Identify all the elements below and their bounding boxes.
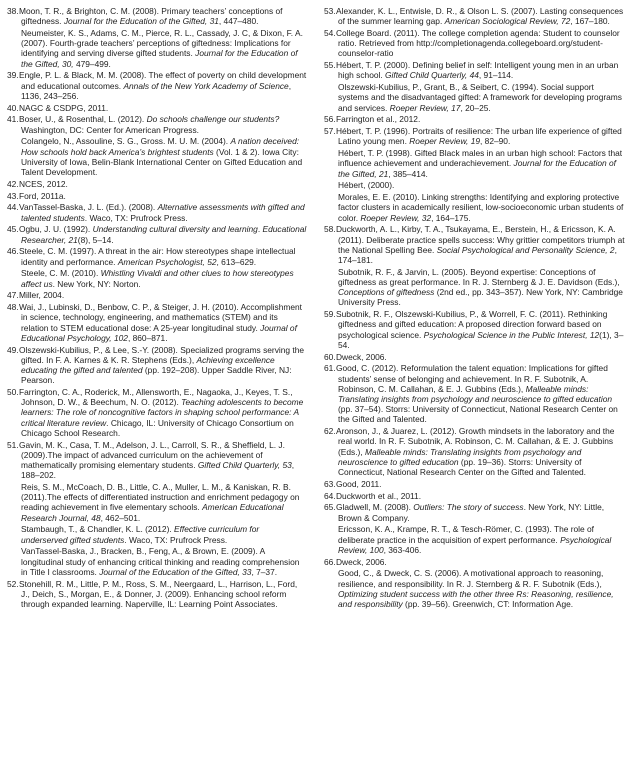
- reference-text: Moon, T. R., & Brighton, C. M. (2008). Primary teachers’ conceptions of giftedness.: [19, 6, 283, 27]
- reference-text: Miller, 2004.: [19, 290, 65, 301]
- reference-italic-text: American Sociological Review, 72: [444, 16, 571, 27]
- reference-italic-text: Roeper Review, 19: [409, 136, 481, 147]
- reference-entry: [7, 70, 307, 101]
- reference-text: Stonehill, R. M., Little, P. M., Ross, S. M., Neergaard, L., Harrison, L., Ford, J., Deich, S., Morgan, E., & Donner, J. (2009). Enhancing school reform through expanded learning. Naperville, IL: Learning Point Associates.: [19, 578, 298, 610]
- reference-entry: [324, 352, 626, 362]
- reference-number: 53.: [324, 6, 336, 16]
- reference-text: Dweck, 2006.: [336, 351, 387, 362]
- reference-number: 40.: [7, 102, 19, 113]
- reference-text: Hébert, T. P. (2000). Defining belief in self: Intelligent young men in an urban high school.: [336, 60, 619, 81]
- reference-entry: [7, 268, 307, 288]
- reference-italic-text: Journal for the Education of the Gifted, 21: [338, 158, 616, 179]
- reference-text: , 1136, 243–256.: [21, 80, 292, 101]
- reference-number: 39.: [7, 70, 19, 81]
- reference-italic-text: Roeper Review, 32: [360, 212, 432, 223]
- reference-number: 58.: [324, 224, 336, 235]
- reference-number: 45.: [7, 224, 19, 235]
- reference-italic-text: Roeper Review, 17: [389, 102, 461, 113]
- reference-entry: [324, 60, 626, 80]
- reference-text: Olszewski-Kubilius, P., Grant, B., & Seibert, C. (1994). Social support systems and the disadvantaged gifted: A framework for developing programs and services.: [338, 82, 622, 113]
- reference-text: , 91–114.: [478, 70, 514, 81]
- reference-text: , 188–202.: [21, 460, 295, 481]
- reference-italic-text: Annals of the New York Academy of Science: [123, 80, 289, 91]
- reference-text: Subotnik, R. F., & Jarvin, L. (2005). Beyond expertise: Conceptions of giftedness as great performance. In R. J. Sternberg & J. E. Davidson (Eds.),: [338, 266, 620, 288]
- reference-number: 46.: [7, 246, 19, 257]
- reference-number: 42.: [7, 178, 19, 189]
- reference-text: NCES, 2012.: [19, 178, 68, 189]
- reference-text: Steele, C. M. (1997). A threat in the air: How stereotypes shape intellectual identity and performance.: [19, 246, 296, 267]
- reference-italic-text: Malleable minds: Translating insights from psychology and neuroscience to gifted education: [338, 446, 582, 467]
- reference-entry: [7, 103, 307, 113]
- reference-italic-text: Whistling Vivaldi and other clues to how stereotypes affect us: [21, 268, 294, 289]
- reference-entry: [7, 302, 307, 343]
- reference-number: 63.: [324, 478, 336, 489]
- reference-text: Wai, J., Lubinski, D., Benbow, C. P., & Steiger, J. H. (2010). Accomplishment in science, technology, engineering, and mathematics (STEM) and its relation to STEM educational dose: A 25-year longitudinal study.: [19, 302, 303, 333]
- reference-entry: [324, 524, 626, 555]
- reference-italic-text: American Educational Research Journal, 48: [21, 502, 284, 523]
- reference-italic-text: Journal for the Education of the Gifted, 30,: [21, 48, 298, 69]
- reference-column-left: [7, 6, 307, 611]
- reference-text: Good, 2011.: [336, 478, 382, 489]
- reference-entry: [324, 192, 626, 223]
- reference-italic-text: Journal of Educational Psychology, 102: [21, 322, 297, 343]
- reference-number: 61.: [324, 363, 336, 374]
- reference-text: Subotnik, R. F., Olszewski-Kubilius, P., & Worrell, F. C. (2011). Rethinking giftedness and gifted education: A proposed direction forward based on psychological science.: [336, 309, 608, 340]
- reference-number: 51.: [7, 439, 19, 450]
- reference-text: College Board. (2011). The college completion agenda: Student to counselor ratio. Retrieved from http://completionagenda.collegeboard.org/student-counselor-ratio: [336, 28, 620, 59]
- reference-text: Aronson, J., & Juarez, L. (2012). Growth mindsets in the laboratory and the real world. In R. F. Subotnik, A. Robinson, C. M. Callahan, & E. J. Gubbins (Eds.),: [336, 426, 615, 457]
- reference-entry: [324, 6, 626, 26]
- reference-number: 60.: [324, 351, 336, 362]
- reference-italic-text: Social Psychological and Personality Science, 2: [436, 244, 615, 255]
- reference-italic-text: Optimizing student success with the other three Rs: Reasoning, resilience, and responsibility: [338, 588, 614, 610]
- reference-entry: [7, 191, 307, 201]
- reference-number: 47.: [7, 290, 19, 301]
- reference-number: 64.: [324, 490, 336, 501]
- reference-column-right: [324, 6, 626, 611]
- reference-number: 66.: [324, 556, 336, 567]
- reference-text: , 82–90.: [480, 136, 511, 147]
- reference-number: 54.: [324, 28, 336, 38]
- reference-italic-text: American Psychologist, 52: [117, 256, 217, 267]
- reference-text: (2nd ed., pp. 343–357). New York, NY: Cambridge University Press.: [338, 287, 623, 308]
- reference-text: Ford, 2011a.: [19, 190, 66, 201]
- reference-text: 479–499.: [73, 58, 111, 69]
- reference-entry: [7, 524, 307, 544]
- reference-text: Hébert, T. P. (1996). Portraits of resilience: The urban life experience of gifted Latino young men.: [336, 126, 622, 147]
- reference-entry: [324, 180, 626, 190]
- reference-entry: [7, 440, 307, 481]
- reference-text: Good, C. (2012). Reformulation the talent equation: Implications for gifted students’ sense of belonging and achievement. In R. F. Subotnik, A. Robinson, C. M. Callahan, & E. J. Gubbins (Eds.),: [336, 363, 608, 394]
- reference-text: , 174–181.: [338, 244, 617, 266]
- reference-number: 62.: [324, 426, 336, 437]
- reference-entry: [7, 202, 307, 222]
- reference-text: Neumeister, K. S., Adams, C. M., Pierce, R. L., Cassady, J. C, & Dixon, F. A. (2007). Fourth-grade teachers’ perceptions of giftedness: Implications for identifying and serving diverse gifted students.: [21, 28, 303, 59]
- reference-text: Olszewski-Kubilius, P., & Lee, S.-Y. (2008). Specialized programs serving the gifted. In F. A. Karnes & K. R. Stephens (Eds.),: [19, 344, 305, 365]
- reference-entry: [7, 114, 307, 134]
- reference-text: Farrington et al., 2012.: [336, 114, 421, 125]
- reference-entry: [324, 224, 626, 265]
- reference-text: Gavin, M. K., Casa, T. M., Adelson, J. L., Carroll, S. R., & Sheffield, L. J. (2009).The impact of advanced curriculum on the achievement of mathematically promising elementary students.: [19, 439, 285, 471]
- reference-italic-text: Effective curriculum for underserved gifted students: [21, 524, 260, 545]
- reference-text: Good, C., & Dweck, C. S. (2006). A motivational approach to reasoning, resilience, and responsibility. In R. J. Sternberg & R. F. Subotnik (Eds.),: [338, 568, 604, 589]
- reference-entry: [7, 290, 307, 300]
- reference-text: . New York, NY: Norton.: [52, 278, 141, 289]
- reference-italic-text: Gifted Child Quarterly, 44: [385, 70, 479, 81]
- reference-text: Hébert, (2000).: [338, 180, 395, 191]
- reference-italic-text: Journal for the Education of the Gifted, 31: [63, 16, 219, 27]
- reference-text: , 20–25.: [460, 102, 491, 113]
- reference-italic-text: Teaching adolescents to become learners: The role of noncognitive factors in shaping school performance: A critical literature review: [21, 397, 304, 428]
- reference-text: Boser, U., & Rosenthal, L. (2012).: [19, 114, 147, 125]
- reference-text: (1), 3–54.: [338, 329, 624, 350]
- reference-number: 49.: [7, 344, 19, 355]
- reference-italic-text: Journal of the Education of the Gifted, 33: [99, 566, 252, 577]
- reference-number: 43.: [7, 190, 19, 201]
- reference-number: 55.: [324, 60, 336, 71]
- reference-text: , 167–180.: [570, 16, 610, 27]
- reference-number: 52.: [7, 578, 19, 589]
- reference-text: Colangelo, N., Assouline, S. G., Gross. M. U. M. (2004).: [21, 136, 231, 147]
- reference-italic-text: Malleable minds: Translating insights from psychology and neuroscience to gifted education: [338, 383, 613, 405]
- reference-text: Reis, S. M., McCoach, D. B., Little, C. A., Muller, L. M., & Kaniskan, R. B. (2011).The effects of differentiated instruction and enrichment pedagogy on reading achievement in five elementary schools.: [21, 482, 300, 513]
- reference-italic-text: Conceptions of giftedness: [338, 287, 435, 298]
- reference-text: Washington, DC: Center for American Progress.: [21, 124, 199, 135]
- reference-text: (8), 5–14.: [77, 234, 114, 245]
- reference-entry: [324, 82, 626, 113]
- reference-text: . Chicago, IL: University of Chicago Consortium on Chicago School Research.: [21, 417, 294, 438]
- reference-text: . Waco, TX: Prufrock Press.: [84, 212, 188, 223]
- reference-number: 57.: [324, 126, 336, 137]
- reference-text: Stambaugh, T., & Chandler, K. L. (2012).: [21, 524, 175, 535]
- reference-text: Ericsson, K. A., Krampe, R. T., & Tesch-Römer, C. (1993). The role of deliberate practice in the acquisition of expert performance.: [338, 524, 595, 545]
- reference-entry: [7, 345, 307, 386]
- reference-entry: [324, 114, 626, 124]
- reference-entry: [324, 479, 626, 489]
- reference-entry: [7, 28, 307, 69]
- reference-text: Duckworth, A. L., Kirby, T. A., Tsukayama, E., Berstein, H., & Ericsson, K. A. (2011). Deliberate practice spells success: Why grittier competitors triumph at the National Spelling Bee.: [336, 224, 625, 255]
- reference-text: Dweck, 2006.: [336, 556, 387, 567]
- reference-entry: [7, 482, 307, 523]
- reference-text: , 462–501.: [100, 512, 141, 523]
- reference-text: Morales, E. E. (2010). Linking strengths: Identifying and exploring protective factor clusters in academically resilient, low-socioeconomic urban students of color.: [338, 192, 624, 223]
- reference-entry: [324, 491, 626, 501]
- reference-italic-text: Do schools challenge our students?: [146, 114, 280, 125]
- reference-italic-text: Alternative assessments with gifted and talented students: [21, 202, 305, 223]
- reference-text: (pp. 19–36). Storrs: University of Connecticut, National Research Center on the Gifted and Talented.: [338, 456, 586, 478]
- reference-text: , 860–871.: [127, 332, 168, 343]
- reference-text: Alexander, K. L., Entwisle, D. R., & Olson L. S. (2007). Lasting consequences of the summer learning gap.: [336, 6, 624, 27]
- reference-entry: [324, 426, 626, 477]
- reference-entry: [324, 28, 626, 59]
- reference-text: Gladwell, M. (2008).: [336, 502, 414, 513]
- reference-number: 44.: [7, 202, 19, 213]
- reference-entry: [7, 246, 307, 266]
- reference-entry: [324, 568, 626, 609]
- reference-text: (pp. 192–208). Upper Saddle River, NJ: Pearson.: [21, 365, 292, 386]
- reference-italic-text: Educational Researcher, 21: [21, 224, 307, 245]
- reference-text: , 447–480.: [218, 16, 259, 27]
- reference-italic-text: Achieving excellence educating the gifted and talented: [21, 354, 275, 376]
- reference-text: VanTassel-Baska, J., Bracken, B., Feng, A., & Brown, E. (2009). A longitudinal study of enhancing critical thinking and reading comprehension in Title I classrooms.: [21, 546, 300, 577]
- reference-entry: [324, 363, 626, 424]
- reference-text: Farrington, C. A., Roderick, M., Allensworth, E., Nagaoka, J., Keyes, T. S., Johnson, D. W., & Beechum, N. O. (2012).: [19, 387, 293, 408]
- reference-entry: [324, 309, 626, 350]
- reference-italic-text: Outliers: The story of success: [413, 502, 524, 513]
- reference-number: 65.: [324, 502, 336, 513]
- reference-text: (Vol. 1 & 2). Iowa City: University of Iowa, Belin-Blank International Center on Gifted Education and Talent Development.: [21, 146, 303, 178]
- reference-text: . New York, NY: Little, Brown & Company.: [338, 502, 605, 523]
- reference-entry: [324, 148, 626, 179]
- reference-text: VanTassel-Baska, J. L. (Ed.). (2008).: [19, 202, 158, 213]
- reference-entry: [7, 387, 307, 438]
- reference-text: , 7–37.: [251, 566, 278, 577]
- reference-italic-text: A nation deceived: How schools hold back America’s brightest students: [21, 136, 300, 157]
- reference-text: , 363-406.: [383, 544, 422, 555]
- reference-number: 56.: [324, 114, 336, 125]
- reference-text: Steele, C. M. (2010).: [21, 268, 101, 279]
- reference-number: 50.: [7, 387, 19, 398]
- reference-entry: [7, 179, 307, 189]
- reference-text: NAGC & CSDPG, 2011.: [19, 102, 109, 113]
- reference-text: Duckworth et al., 2011.: [336, 490, 422, 501]
- reference-italic-text: Psychological Review, 100: [338, 534, 612, 555]
- reference-text: , 164–175.: [431, 212, 471, 223]
- reference-text: .: [257, 224, 263, 235]
- reference-text: . Waco, TX: Prufrock Press.: [124, 534, 228, 545]
- reference-text: , 613–629.: [216, 256, 257, 267]
- reference-number: 38.: [7, 6, 19, 16]
- reference-entry: [324, 267, 626, 308]
- reference-italic-text: Gifted Child Quarterly, 53: [197, 460, 292, 471]
- reference-entry: [324, 557, 626, 567]
- reference-text: Ogbu, J. U. (1992).: [19, 224, 93, 235]
- reference-entry: [7, 546, 307, 577]
- reference-text: , 385–414.: [388, 168, 428, 179]
- reference-number: 48.: [7, 302, 19, 313]
- reference-text: Hébert, T. P. (1998). Gifted Black males in an urban high school: Factors that influence achievement and underachievement.: [338, 148, 623, 169]
- reference-text: (pp. 39–56). Greenwich, CT: Information Age.: [402, 599, 574, 610]
- reference-entry: [7, 136, 307, 177]
- reference-italic-text: Understanding cultural diversity and learning: [92, 224, 258, 235]
- reference-entry: [7, 224, 307, 244]
- reference-entry: [7, 6, 307, 26]
- reference-italic-text: Psychological Science in the Public Interest, 12: [423, 329, 600, 340]
- reference-entry: [7, 579, 307, 610]
- reference-text: Engle, P. L. & Black, M. M. (2008). The effect of poverty on child development and educational outcomes.: [19, 70, 307, 91]
- reference-number: 41.: [7, 114, 19, 125]
- reference-entry: [324, 126, 626, 146]
- reference-entry: [324, 502, 626, 522]
- reference-number: 59.: [324, 309, 336, 320]
- reference-text: (pp. 37–54). Storrs: University of Connecticut, National Research Center on the Gifted and Talented.: [338, 404, 618, 425]
